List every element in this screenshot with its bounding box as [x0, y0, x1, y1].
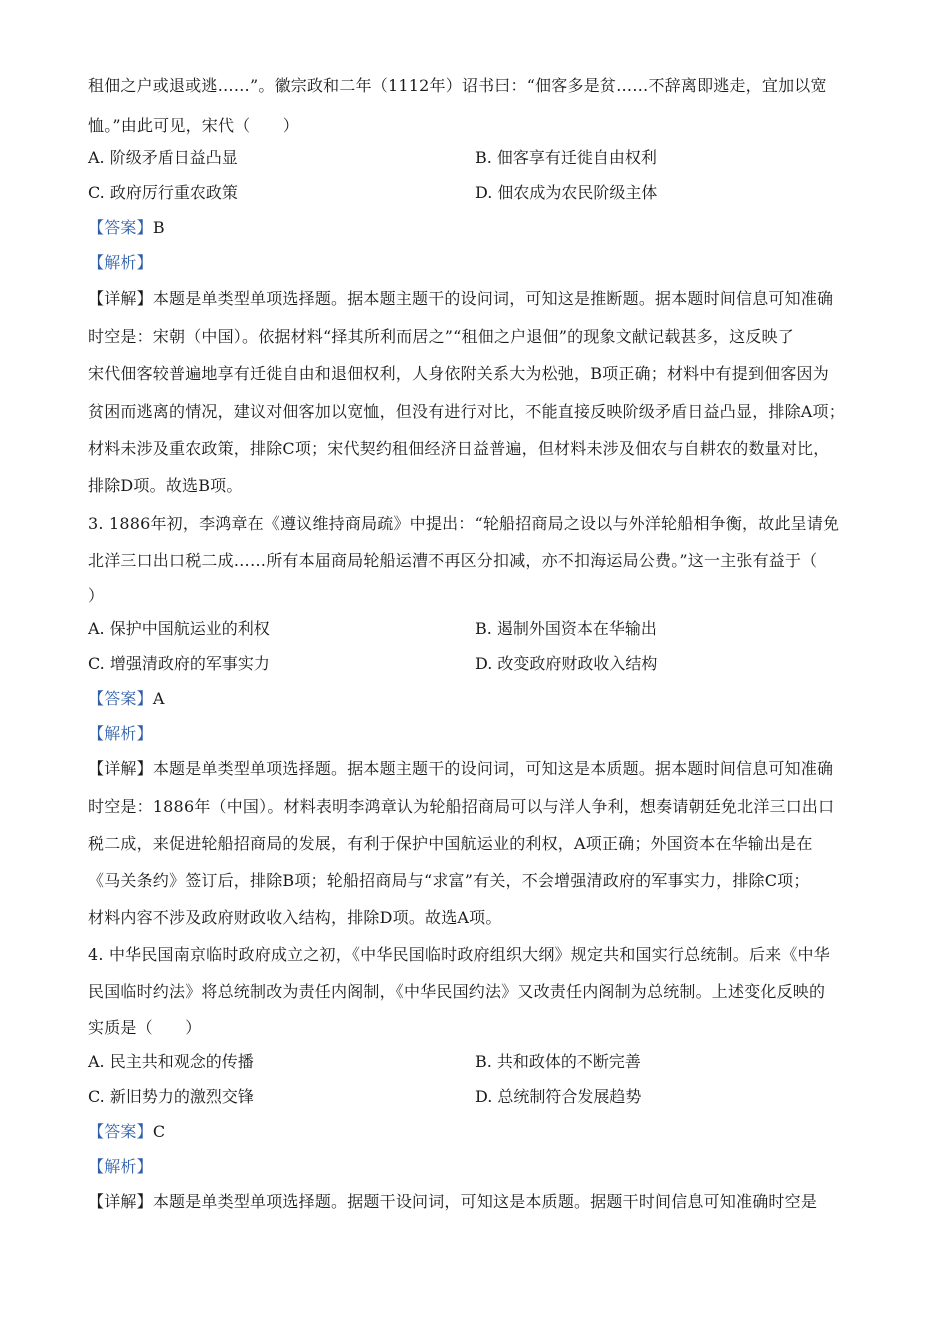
- q3-option-a: A. 保护中国航运业的利权: [88, 619, 270, 638]
- detail-label: 【详解】: [88, 289, 153, 308]
- detail-label: 【详解】: [88, 1192, 153, 1211]
- q4-explain-line-1: [88, 1190, 862, 1214]
- q3-analysis-heading: [88, 722, 862, 746]
- q3-stem-line-3: ）: [88, 586, 105, 605]
- q2-explain-line-1: [88, 287, 862, 311]
- q3-answer-value: A: [152, 689, 165, 708]
- q2-explain-text-1: 本题是单类型单项选择题。据本题主题干的设问词，可知这是推断题。据本题时间信息可知准确: [152, 289, 834, 308]
- q2-stem-line-2: 恤。”由此可见，宋代（ ）: [88, 116, 299, 135]
- q3-explain-line-4: 《马关条约》签订后，排除B项；轮船招商局与“求富”有关，不会增强清政府的军事实力，排除C项；: [88, 871, 810, 890]
- q3-stem-line-1: 3. 1886年初，李鸿章在《遵议维持商局疏》中提出：“轮船招商局之设以与外洋轮船相争衡，故此呈请免: [88, 514, 840, 533]
- q2-explain-line-6: 排除D项。故选B项。: [88, 476, 243, 495]
- q3-option-c: C. 增强清政府的军事实力: [88, 654, 270, 673]
- q2-option-b: B. 佃客享有迁徙自由权利: [475, 148, 657, 167]
- q3-explain-line-2: 时空是：1886年（中国）。材料表明李鸿章认为轮船招商局可以与洋人争利，想奏请朝廷免北洋三口出口: [88, 797, 835, 816]
- answer-label: 【答案】: [88, 218, 153, 237]
- answer-label: 【答案】: [88, 1122, 153, 1141]
- q2-option-c: C. 政府厉行重农政策: [88, 183, 238, 202]
- q2-option-a: A. 阶级矛盾日益凸显: [88, 148, 238, 167]
- q3-answer: [88, 687, 862, 711]
- q2-stem-line-1: 租佃之户或退或逃……”。徽宗政和二年（1112年）诏书曰：“佃客多是贫……不辞离即逃走，宜加以宽: [88, 76, 827, 95]
- q4-analysis-heading: [88, 1155, 862, 1179]
- q2-answer-value: B: [152, 218, 165, 237]
- q2-explain-line-5: 材料未涉及重农政策，排除C项；宋代契约租佃经济日益普遍，但材料未涉及佃农与自耕农的数量对比，: [88, 439, 830, 458]
- q2-analysis-heading: [88, 251, 862, 275]
- q3-stem-line-2: 北洋三口出口税二成……所有本届商局轮船运漕不再区分扣减，亦不扣海运局公费。”这一主张有益于（: [88, 551, 818, 570]
- q2-explain-line-3: 宋代佃客较普遍地享有迁徙自由和退佃权利，人身依附关系大为松弛，B项正确；材料中有提到佃客因为: [88, 364, 829, 383]
- q3-option-b: B. 遏制外国资本在华输出: [475, 619, 657, 638]
- q2-explain-line-4: 贫困而逃离的情况，建议对佃客加以宽恤，但没有进行对比，不能直接反映阶级矛盾日益凸显，排除A项；: [88, 402, 845, 421]
- q2-option-d: D. 佃农成为农民阶级主体: [475, 183, 658, 202]
- q3-option-d: D. 改变政府财政收入结构: [475, 654, 658, 673]
- analysis-label: 【解析】: [88, 1157, 153, 1176]
- analysis-label: 【解析】: [88, 724, 153, 743]
- detail-label: 【详解】: [88, 759, 153, 778]
- q2-answer: [88, 216, 862, 240]
- q3-explain-line-5: 材料内容不涉及政府财政收入结构，排除D项。故选A项。: [88, 908, 502, 927]
- q4-option-a: A. 民主共和观念的传播: [88, 1052, 254, 1071]
- q4-stem-line-1: 4. 中华民国南京临时政府成立之初，《中华民国临时政府组织大纲》规定共和国实行总统制。后来《中华: [88, 945, 830, 964]
- q3-explain-text-1: 本题是单类型单项选择题。据本题主题干的设问词，可知这是本质题。据本题时间信息可知准确: [152, 759, 834, 778]
- q4-answer-value: C: [152, 1122, 166, 1141]
- q4-option-b: B. 共和政体的不断完善: [475, 1052, 641, 1071]
- analysis-label: 【解析】: [88, 253, 153, 272]
- q2-explain-line-2: 时空是：宋朝（中国）。依据材料“择其所利而居之”“租佃之户退佃”的现象文献记载甚多，这反映了: [88, 327, 794, 346]
- q4-stem-line-3: 实质是（ ）: [88, 1018, 202, 1037]
- answer-label: 【答案】: [88, 689, 153, 708]
- q4-explain-text-1: 本题是单类型单项选择题。据题干设问词，可知这是本质题。据题干时间信息可知准确时空是: [152, 1192, 818, 1211]
- q4-option-c: C. 新旧势力的激烈交锋: [88, 1087, 254, 1106]
- q4-answer: [88, 1120, 862, 1144]
- q3-explain-line-3: 税二成，来促进轮船招商局的发展，有利于保护中国航运业的利权，A项正确；外国资本在华输出是在: [88, 834, 813, 853]
- q3-explain-line-1: [88, 757, 862, 781]
- q4-stem-line-2: 民国临时约法》将总统制改为责任内阁制，《中华民国约法》又改责任内阁制为总统制。上述变化反映的: [88, 982, 826, 1001]
- q4-option-d: D. 总统制符合发展趋势: [475, 1087, 642, 1106]
